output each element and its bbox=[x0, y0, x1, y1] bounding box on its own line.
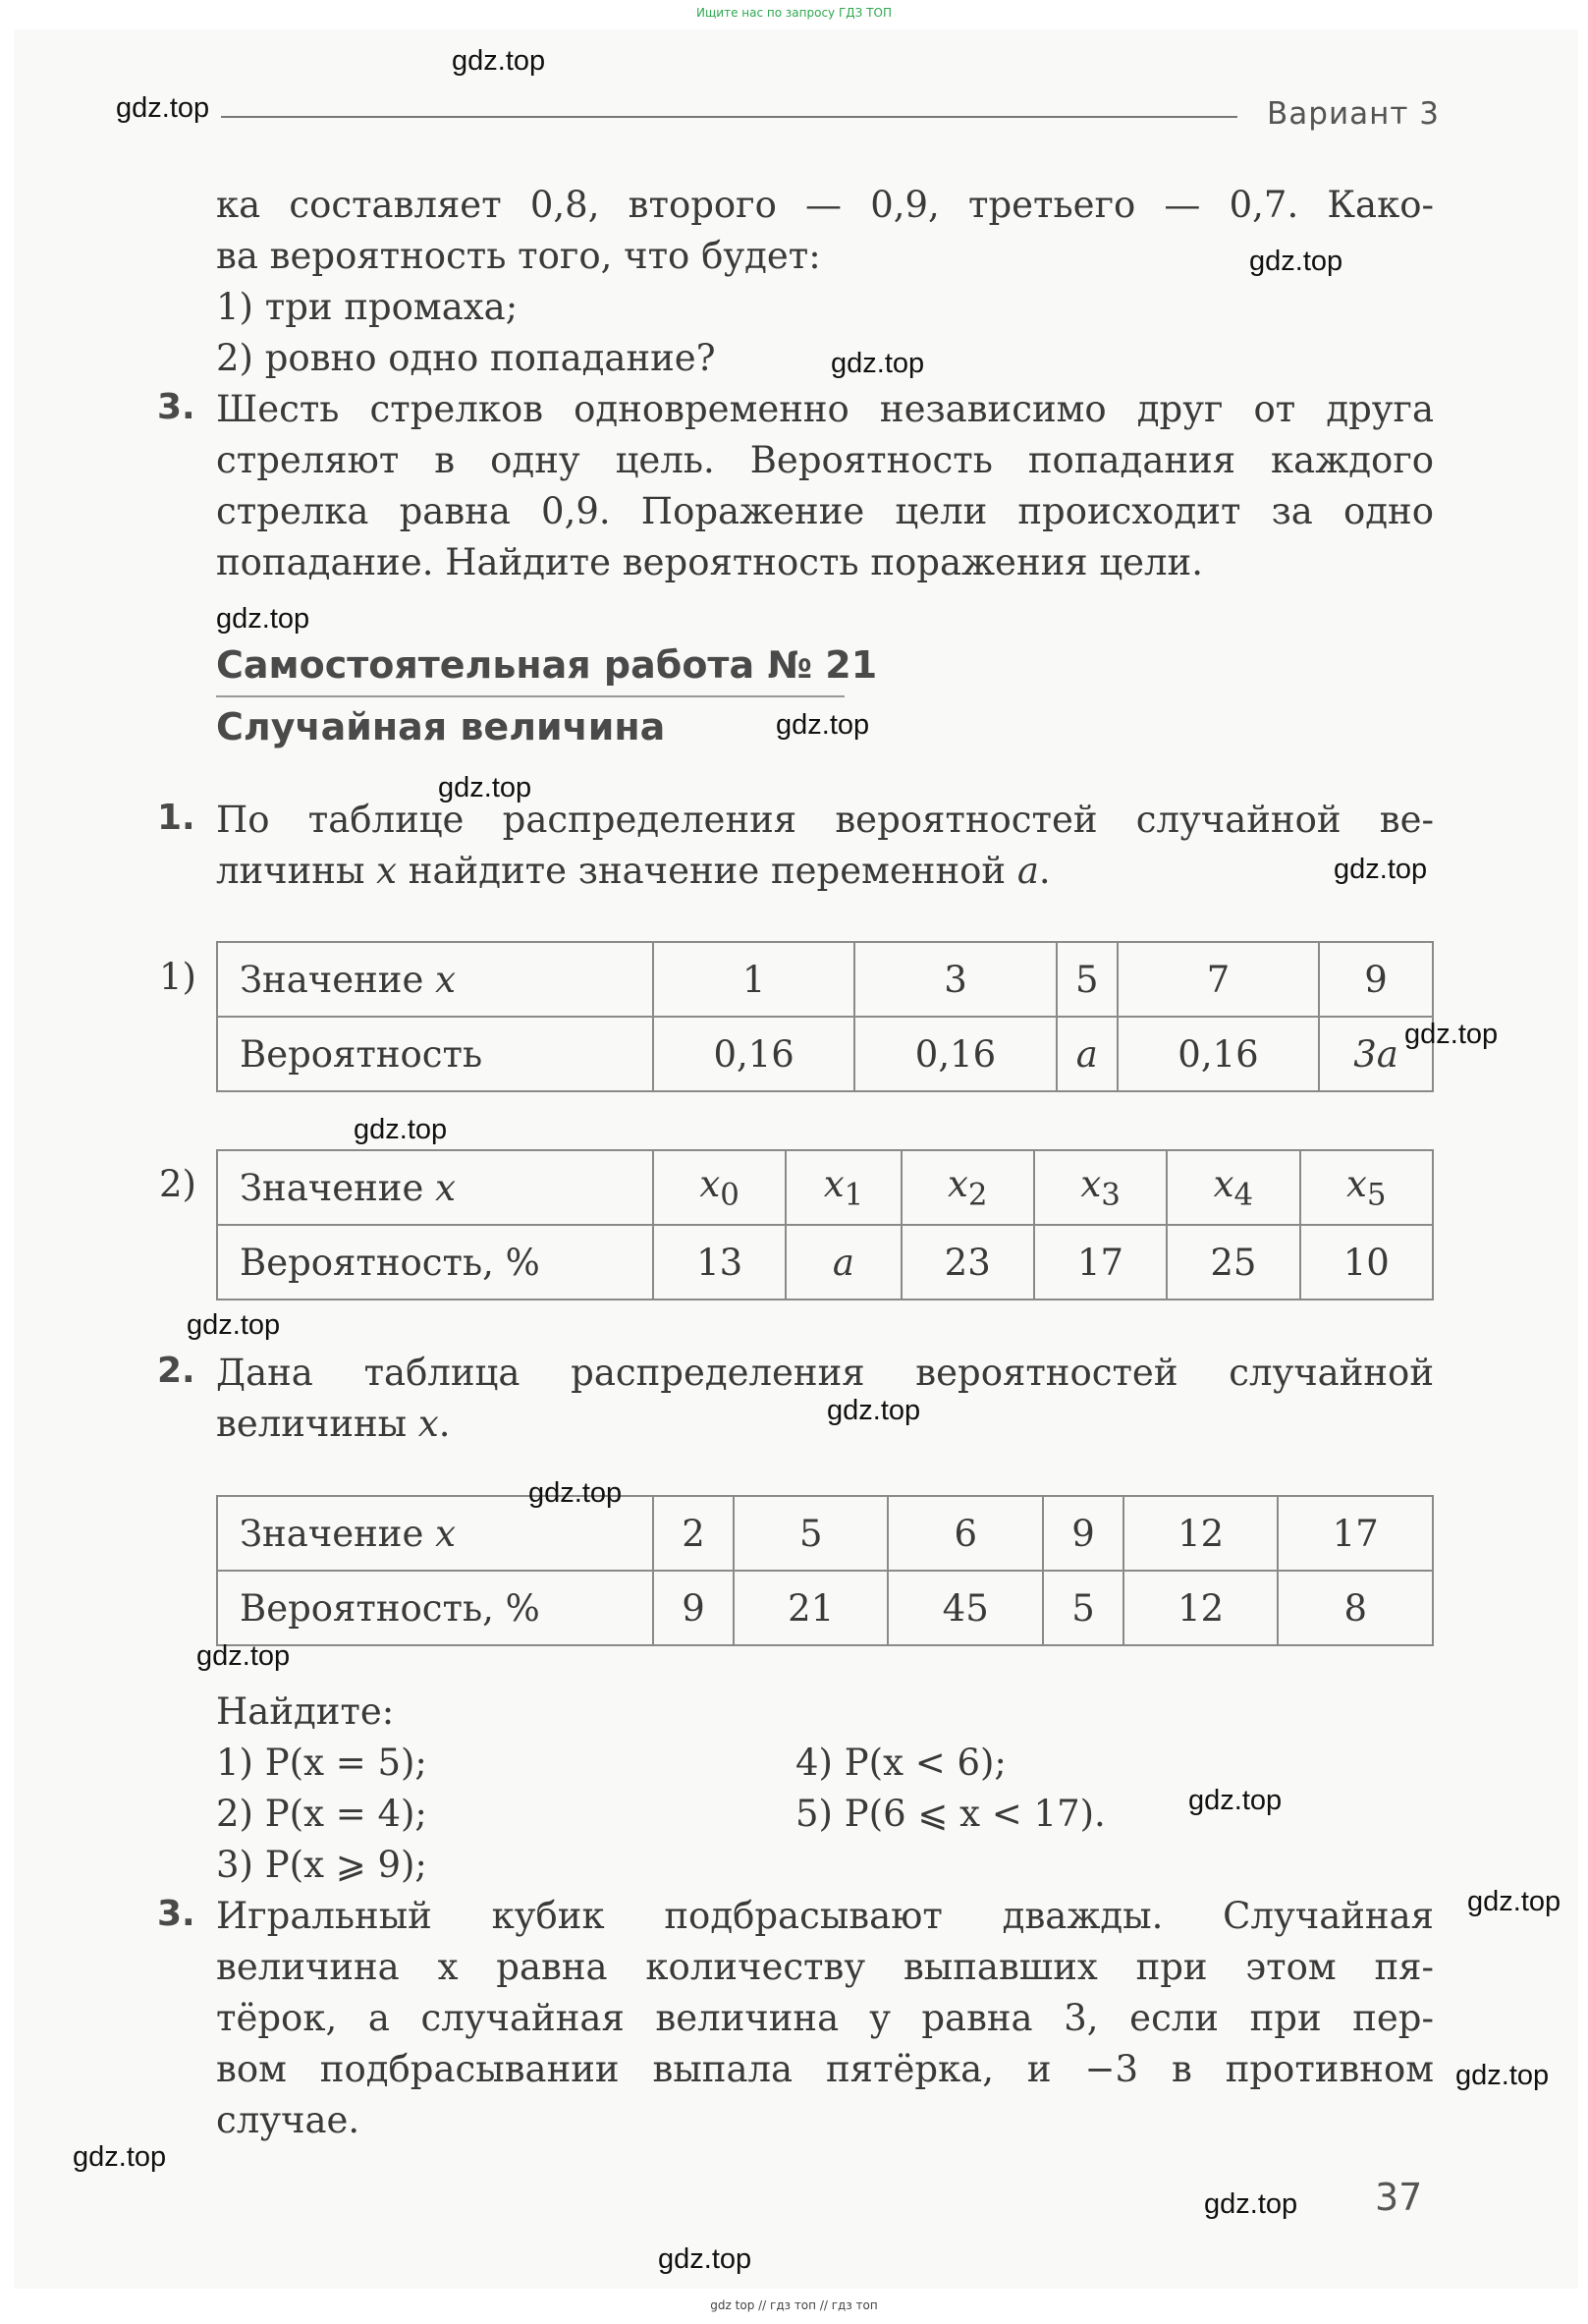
table-header-cell: Значение x bbox=[217, 942, 653, 1017]
watermark[interactable]: gdz.top bbox=[116, 92, 210, 124]
watermark[interactable]: gdz.top bbox=[452, 45, 546, 77]
carryover-item-2: 2) ровно одно попадание? bbox=[216, 337, 716, 379]
find-item-4: 4) P(x < 6); bbox=[795, 1742, 1007, 1784]
find-item-5: 5) P(6 ⩽ x < 17). bbox=[795, 1793, 1106, 1835]
watermark[interactable]: gdz.top bbox=[1334, 854, 1428, 885]
watermark[interactable]: gdz.top bbox=[831, 348, 925, 379]
table-header-cell: Вероятность bbox=[217, 1017, 653, 1091]
table-cell: $x_2$ bbox=[902, 1150, 1034, 1225]
distribution-table-2 bbox=[216, 1149, 1434, 1300]
table-cell: 12 bbox=[1123, 1571, 1279, 1645]
table-cell: 13 bbox=[653, 1225, 786, 1300]
table-cell: 0,16 bbox=[854, 1017, 1056, 1091]
table-cell: 3a bbox=[1319, 1017, 1433, 1091]
task-number-3: 3. bbox=[157, 1894, 195, 1934]
task3-line-5: случае. bbox=[216, 2099, 360, 2141]
table-cell: 7 bbox=[1118, 942, 1319, 1017]
find-label: Найдите: bbox=[216, 1690, 395, 1733]
table-cell: $x_0$ bbox=[653, 1150, 786, 1225]
table-cell: $x_5$ bbox=[1300, 1150, 1433, 1225]
table-cell: 0,16 bbox=[653, 1017, 854, 1091]
distribution-table-1 bbox=[216, 941, 1434, 1092]
task1-line-2: личины x найдите значение переменной a. bbox=[216, 850, 1051, 892]
watermark[interactable]: gdz.top bbox=[216, 603, 310, 635]
table-cell: 17 bbox=[1034, 1225, 1167, 1300]
task2-line-1: Дана таблица распределения вероятностей случайной bbox=[216, 1352, 1434, 1394]
watermark[interactable]: gdz.top bbox=[658, 2243, 752, 2275]
table-cell: 45 bbox=[888, 1571, 1043, 1645]
table-cell: 10 bbox=[1300, 1225, 1433, 1300]
task-prev3-line-4: попадание. Найдите вероятность поражения цели. bbox=[216, 541, 1203, 583]
task3-line-1: Игральный кубик подбрасывают дважды. Случайная bbox=[216, 1895, 1434, 1937]
task-prev3-line-1: Шесть стрелков одновременно независимо друг от друга bbox=[216, 388, 1434, 430]
task-prev3-line-2: стреляют в одну цель. Вероятность попадания каждого bbox=[216, 439, 1434, 481]
carryover-item-1: 1) три промаха; bbox=[216, 286, 519, 328]
task3-line-3: тёрок, а случайная величина y равна 3, если при пер- bbox=[216, 1997, 1434, 2039]
table-cell: 25 bbox=[1167, 1225, 1299, 1300]
task-number-2: 2. bbox=[157, 1351, 195, 1391]
header-rule bbox=[221, 116, 1237, 118]
table-cell: 1 bbox=[653, 942, 854, 1017]
find-item-1: 1) P(x = 5); bbox=[216, 1742, 427, 1784]
task-number-1: 1. bbox=[157, 798, 195, 838]
table-cell: 5 bbox=[734, 1496, 889, 1571]
table-cell: 21 bbox=[734, 1571, 889, 1645]
carryover-line-1: ка составляет 0,8, второго — 0,9, третьего — 0,7. Како- bbox=[216, 184, 1434, 226]
table-header-cell: Значение x bbox=[217, 1150, 653, 1225]
watermark[interactable]: gdz.top bbox=[1204, 2188, 1298, 2220]
watermark[interactable]: gdz.top bbox=[187, 1309, 281, 1341]
table-header-cell: Вероятность, % bbox=[217, 1571, 653, 1645]
table-row bbox=[217, 1225, 1433, 1300]
table-cell: 23 bbox=[902, 1225, 1034, 1300]
table-row bbox=[217, 1150, 1433, 1225]
table-cell: 9 bbox=[653, 1571, 734, 1645]
watermark[interactable]: gdz.top bbox=[1467, 1886, 1561, 1917]
watermark[interactable]: gdz.top bbox=[827, 1395, 921, 1426]
table-row bbox=[217, 1571, 1433, 1645]
variant-label: Вариант 3 bbox=[1267, 96, 1440, 132]
table-row bbox=[217, 942, 1433, 1017]
table-cell: $x_3$ bbox=[1034, 1150, 1167, 1225]
carryover-line-2: ва вероятность того, что будет: bbox=[216, 235, 821, 277]
table-cell: 0,16 bbox=[1118, 1017, 1319, 1091]
task3-line-4: вом подбрасывании выпала пятёрка, и −3 в противном bbox=[216, 2048, 1434, 2090]
table2-label: 2) bbox=[159, 1163, 196, 1205]
table-cell: 9 bbox=[1319, 942, 1433, 1017]
watermark[interactable]: gdz.top bbox=[528, 1477, 623, 1509]
watermark[interactable]: gdz.top bbox=[73, 2141, 167, 2173]
distribution-table-3 bbox=[216, 1495, 1434, 1646]
top-banner: Ищите нас по запросу ГДЗ ТОП bbox=[696, 6, 892, 20]
table-cell: $x_4$ bbox=[1167, 1150, 1299, 1225]
table-cell: 12 bbox=[1123, 1496, 1279, 1571]
watermark[interactable]: gdz.top bbox=[1455, 2060, 1550, 2091]
bottom-banner: gdz top // гдз топ // гдз топ bbox=[710, 2298, 878, 2312]
page-number: 37 bbox=[1375, 2176, 1423, 2219]
table-cell: 5 bbox=[1043, 1571, 1123, 1645]
table-cell: $x_1$ bbox=[786, 1150, 901, 1225]
table-cell: a bbox=[786, 1225, 901, 1300]
table-cell: 5 bbox=[1057, 942, 1118, 1017]
task-number-prev-3: 3. bbox=[157, 387, 195, 427]
table-cell: 17 bbox=[1278, 1496, 1433, 1571]
watermark[interactable]: gdz.top bbox=[1188, 1785, 1283, 1816]
task2-line-2: величины x. bbox=[216, 1403, 451, 1445]
table-cell: 2 bbox=[653, 1496, 734, 1571]
watermark[interactable]: gdz.top bbox=[776, 709, 870, 741]
table-cell: 8 bbox=[1278, 1571, 1433, 1645]
task-prev3-line-3: стрелка равна 0,9. Поражение цели происходит за одно bbox=[216, 490, 1434, 532]
table-header-cell: Значение x bbox=[217, 1496, 653, 1571]
watermark[interactable]: gdz.top bbox=[1249, 246, 1343, 277]
watermark[interactable]: gdz.top bbox=[354, 1114, 448, 1145]
find-item-3: 3) P(x ⩾ 9); bbox=[216, 1844, 427, 1886]
table-header-cell: Вероятность, % bbox=[217, 1225, 653, 1300]
section-subtitle: Случайная величина bbox=[216, 705, 666, 748]
table1-label: 1) bbox=[159, 956, 196, 998]
task1-line-1: По таблице распределения вероятностей случайной ве- bbox=[216, 799, 1434, 841]
table-cell: 9 bbox=[1043, 1496, 1123, 1571]
section-title-underline bbox=[216, 695, 845, 697]
find-item-2: 2) P(x = 4); bbox=[216, 1793, 427, 1835]
section-title: Самостоятельная работа № 21 bbox=[216, 643, 878, 687]
table-row bbox=[217, 1017, 1433, 1091]
watermark[interactable]: gdz.top bbox=[196, 1640, 291, 1672]
table-cell: a bbox=[1057, 1017, 1118, 1091]
table-row bbox=[217, 1496, 1433, 1571]
watermark[interactable]: gdz.top bbox=[1404, 1019, 1499, 1050]
table-cell: 3 bbox=[854, 942, 1056, 1017]
table-cell: 6 bbox=[888, 1496, 1043, 1571]
task3-line-2: величина x равна количеству выпавших при этом пя- bbox=[216, 1946, 1434, 1988]
watermark[interactable]: gdz.top bbox=[438, 772, 532, 803]
